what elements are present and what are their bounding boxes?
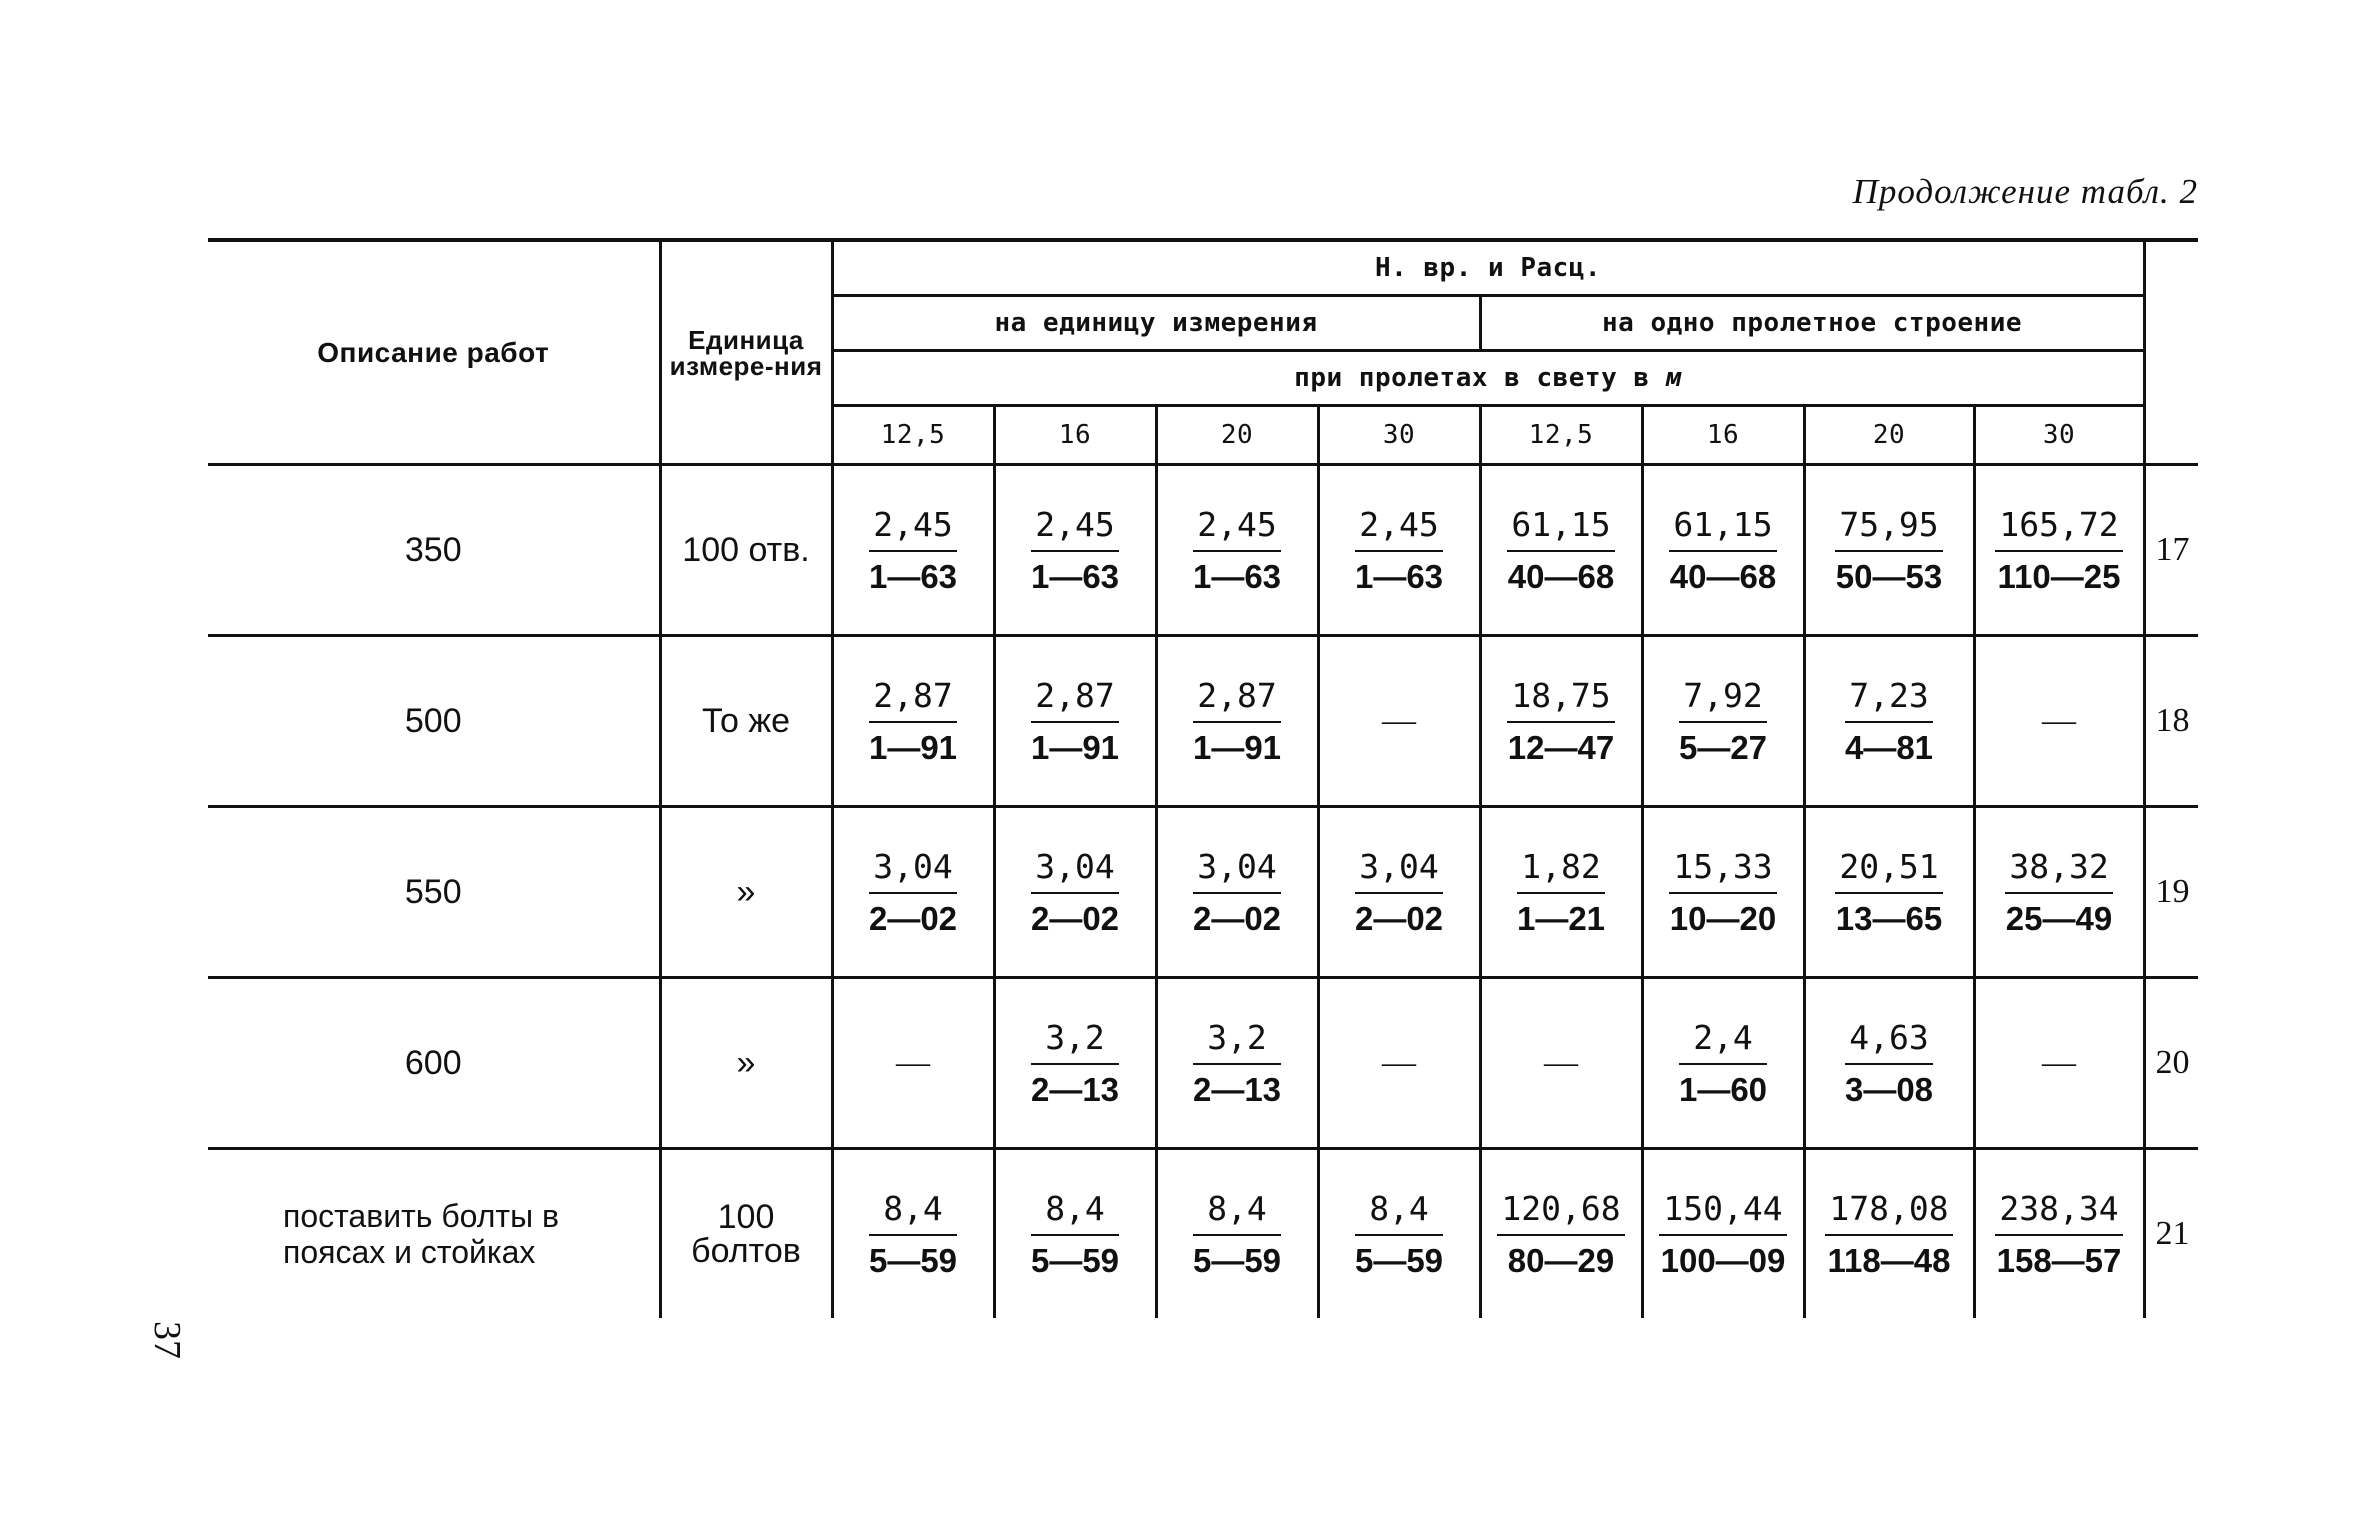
- rate-price: 1—63: [1354, 557, 1444, 595]
- norm-fraction: [1517, 847, 1605, 938]
- rate-price: 1—21: [1516, 899, 1606, 937]
- norm-fraction: [1193, 1018, 1281, 1109]
- norm-fraction: [1679, 1018, 1767, 1109]
- norm-cell: [1804, 807, 1974, 978]
- norm-fraction: [869, 847, 957, 938]
- header-span-col: 16: [994, 406, 1156, 465]
- time-norm: 2,45: [1031, 505, 1119, 552]
- norm-cell: [1156, 807, 1318, 978]
- table-row: [208, 807, 2198, 978]
- time-norm: 3,2: [1031, 1018, 1119, 1065]
- norm-cell: [832, 636, 994, 807]
- rate-price: 2—02: [1192, 899, 1282, 937]
- norm-cell: [1156, 978, 1318, 1149]
- table-header: [208, 240, 2198, 465]
- norm-cell: [1974, 636, 2144, 807]
- row-description: 550: [208, 807, 660, 978]
- row-description: 500: [208, 636, 660, 807]
- header-description: Описание работ: [208, 240, 660, 465]
- norm-fraction: [1497, 1189, 1624, 1280]
- rate-price: 2—02: [1354, 899, 1444, 937]
- row-unit: 100 отв.: [660, 465, 832, 636]
- rate-price: 25—49: [2005, 899, 2113, 937]
- rate-price: 100—09: [1660, 1241, 1786, 1279]
- row-number: 20: [2144, 978, 2198, 1149]
- table-continuation-caption: Продолжение табл. 2: [1852, 172, 2198, 211]
- time-norm: 3,04: [1193, 847, 1281, 894]
- header-span-col: 20: [1804, 406, 1974, 465]
- norm-cell: [1974, 807, 2144, 978]
- time-norm: 3,04: [1031, 847, 1119, 894]
- norm-cell: [1804, 636, 1974, 807]
- rate-price: 1—63: [1192, 557, 1282, 595]
- empty-dash: —: [1382, 1044, 1416, 1081]
- norm-cell: [1156, 636, 1318, 807]
- empty-dash: —: [2042, 702, 2077, 739]
- norm-fraction: [1507, 505, 1614, 596]
- time-norm: 18,75: [1507, 676, 1614, 723]
- rate-price: 10—20: [1669, 899, 1777, 937]
- header-span-col: 30: [1318, 406, 1480, 465]
- norm-fraction: [1835, 847, 1942, 938]
- norm-fraction: [1031, 1189, 1119, 1280]
- norm-fraction: [1835, 505, 1942, 596]
- time-norm: 2,87: [869, 676, 957, 723]
- norm-fraction: [1679, 676, 1767, 767]
- table-row: [208, 636, 2198, 807]
- norm-fraction: [1031, 1018, 1119, 1109]
- norm-cell: [1318, 465, 1480, 636]
- table-row: [208, 978, 2198, 1149]
- norm-cell: [832, 1149, 994, 1319]
- header-unit: Единица измере-ния: [660, 240, 832, 465]
- header-span-col: 16: [1642, 406, 1804, 465]
- norm-fraction: [1193, 847, 1281, 938]
- norm-cell: [1480, 807, 1642, 978]
- norm-cell: [1480, 978, 1642, 1149]
- rate-price: 13—65: [1835, 899, 1943, 937]
- header-span-col: 20: [1156, 406, 1318, 465]
- norm-fraction: [1669, 505, 1776, 596]
- time-norm: 15,33: [1669, 847, 1776, 894]
- time-norm: 7,23: [1845, 676, 1933, 723]
- norm-cell: [994, 636, 1156, 807]
- norm-cell: [994, 807, 1156, 978]
- norm-fraction: [1845, 676, 1933, 767]
- norm-cell: [1804, 978, 1974, 1149]
- rate-price: 2—02: [868, 899, 958, 937]
- row-description: 600: [208, 978, 660, 1149]
- table-row: [208, 465, 2198, 636]
- norm-fraction: [1995, 1189, 2122, 1280]
- rate-price: 5—59: [1030, 1241, 1120, 1279]
- norms-table: [208, 238, 2198, 1318]
- rate-price: 5—59: [1354, 1241, 1444, 1279]
- rate-price: 5—59: [868, 1241, 958, 1279]
- row-number: 17: [2144, 465, 2198, 636]
- time-norm: 2,45: [869, 505, 957, 552]
- time-norm: 8,4: [869, 1189, 957, 1236]
- norm-cell: [832, 978, 994, 1149]
- norm-fraction: [1193, 505, 1281, 596]
- norm-fraction: [869, 676, 957, 767]
- norm-cell: [994, 465, 1156, 636]
- rate-price: 1—91: [1030, 728, 1120, 766]
- rate-price: 12—47: [1507, 728, 1615, 766]
- norm-fraction: [1659, 1189, 1786, 1280]
- norm-cell: [1974, 1149, 2144, 1319]
- rate-price: 5—59: [1192, 1241, 1282, 1279]
- norm-fraction: [1825, 1189, 1952, 1280]
- rate-price: 40—68: [1669, 557, 1777, 595]
- page-number: 37: [146, 1321, 188, 1359]
- rate-price: 4—81: [1844, 728, 1934, 766]
- norm-cell: [1480, 465, 1642, 636]
- rate-price: 118—48: [1827, 1241, 1951, 1279]
- time-norm: 61,15: [1507, 505, 1614, 552]
- norm-cell: [1318, 636, 1480, 807]
- rate-price: 2—13: [1030, 1070, 1120, 1108]
- rate-price: 2—13: [1192, 1070, 1282, 1108]
- norm-cell: [1642, 978, 1804, 1149]
- norm-fraction: [1355, 505, 1443, 596]
- time-norm: 2,87: [1031, 676, 1119, 723]
- norm-fraction: [1193, 1189, 1281, 1280]
- norm-fraction: [1031, 505, 1119, 596]
- norm-cell: [1156, 1149, 1318, 1319]
- norm-cell: [1318, 1149, 1480, 1319]
- time-norm: 3,2: [1193, 1018, 1281, 1065]
- norm-fraction: [1355, 1189, 1443, 1280]
- rate-price: 2—02: [1030, 899, 1120, 937]
- header-norm-title: Н. вр. и Расц.: [832, 240, 2144, 296]
- time-norm: 8,4: [1193, 1189, 1281, 1236]
- time-norm: 3,04: [869, 847, 957, 894]
- row-description: поставить болты в поясах и стойках: [208, 1149, 660, 1319]
- header-per-unit: на единицу измерения: [832, 296, 1480, 351]
- time-norm: 61,15: [1669, 505, 1776, 552]
- time-norm: 3,04: [1355, 847, 1443, 894]
- rate-price: 1—91: [868, 728, 958, 766]
- norm-fraction: [2005, 847, 2112, 938]
- norm-cell: [1480, 636, 1642, 807]
- rate-price: 110—25: [1997, 557, 2121, 595]
- norm-cell: [1804, 465, 1974, 636]
- row-number: 19: [2144, 807, 2198, 978]
- norm-fraction: [1193, 676, 1281, 767]
- time-norm: 2,45: [1193, 505, 1281, 552]
- time-norm: 2,4: [1679, 1018, 1767, 1065]
- norm-cell: [994, 1149, 1156, 1319]
- empty-dash: —: [896, 1044, 930, 1081]
- time-norm: 75,95: [1835, 505, 1942, 552]
- norm-cell: [1318, 978, 1480, 1149]
- norm-fraction: [1669, 847, 1776, 938]
- norm-fraction: [1031, 676, 1119, 767]
- norm-cell: [1642, 465, 1804, 636]
- time-norm: 4,63: [1845, 1018, 1933, 1065]
- time-norm: 8,4: [1031, 1189, 1119, 1236]
- norm-fraction: [1507, 676, 1614, 767]
- table-row: [208, 1149, 2198, 1319]
- rate-price: 50—53: [1835, 557, 1943, 595]
- row-description: 350: [208, 465, 660, 636]
- time-norm: 20,51: [1835, 847, 1942, 894]
- norm-cell: [1480, 1149, 1642, 1319]
- header-span-col: 12,5: [1480, 406, 1642, 465]
- norm-cell: [1642, 636, 1804, 807]
- row-number: 18: [2144, 636, 2198, 807]
- norm-cell: [1974, 465, 2144, 636]
- rate-price: 1—60: [1678, 1070, 1768, 1108]
- norm-cell: [1974, 978, 2144, 1149]
- norm-fraction: [869, 505, 957, 596]
- rate-price: 3—08: [1844, 1070, 1934, 1108]
- rate-price: 5—27: [1678, 728, 1768, 766]
- time-norm: 38,32: [2005, 847, 2112, 894]
- row-unit: 100 болтов: [660, 1149, 832, 1319]
- norm-fraction: [1031, 847, 1119, 938]
- row-unit: »: [660, 978, 832, 1149]
- empty-dash: —: [1544, 1044, 1578, 1081]
- header-span-col: 12,5: [832, 406, 994, 465]
- time-norm: 238,34: [1995, 1189, 2122, 1236]
- norm-cell: [1642, 807, 1804, 978]
- time-norm: 8,4: [1355, 1189, 1443, 1236]
- rate-price: 1—63: [1030, 557, 1120, 595]
- time-norm: 120,68: [1497, 1189, 1624, 1236]
- rate-price: 40—68: [1507, 557, 1615, 595]
- time-norm: 150,44: [1659, 1189, 1786, 1236]
- time-norm: 1,82: [1517, 847, 1605, 894]
- row-unit: То же: [660, 636, 832, 807]
- time-norm: 2,87: [1193, 676, 1281, 723]
- norm-cell: [1804, 1149, 1974, 1319]
- header-per-span: на одно пролетное строение: [1480, 296, 2144, 351]
- rate-price: 1—63: [868, 557, 958, 595]
- row-number: 21: [2144, 1149, 2198, 1319]
- rate-price: 80—29: [1507, 1241, 1615, 1279]
- norm-fraction: [1995, 505, 2122, 596]
- rate-price: 158—57: [1996, 1241, 2122, 1279]
- table-body: [208, 465, 2198, 1319]
- header-span-label: при пролетах в свету в м: [832, 351, 2144, 406]
- norm-fraction: [1845, 1018, 1933, 1109]
- norm-cell: [994, 978, 1156, 1149]
- time-norm: 165,72: [1995, 505, 2122, 552]
- time-norm: 7,92: [1679, 676, 1767, 723]
- norm-cell: [1318, 807, 1480, 978]
- empty-dash: —: [1382, 702, 1416, 739]
- norm-cell: [832, 807, 994, 978]
- time-norm: 2,45: [1355, 505, 1443, 552]
- empty-dash: —: [2042, 1044, 2077, 1081]
- header-number-spacer: [2144, 240, 2198, 465]
- norm-cell: [832, 465, 994, 636]
- unit-meters: м: [1665, 363, 1682, 393]
- norm-fraction: [1355, 847, 1443, 938]
- header-span-col: 30: [1974, 406, 2144, 465]
- time-norm: 178,08: [1825, 1189, 1952, 1236]
- norm-cell: [1642, 1149, 1804, 1319]
- norm-cell: [1156, 465, 1318, 636]
- row-unit: »: [660, 807, 832, 978]
- rate-price: 1—91: [1192, 728, 1282, 766]
- norm-fraction: [869, 1189, 957, 1280]
